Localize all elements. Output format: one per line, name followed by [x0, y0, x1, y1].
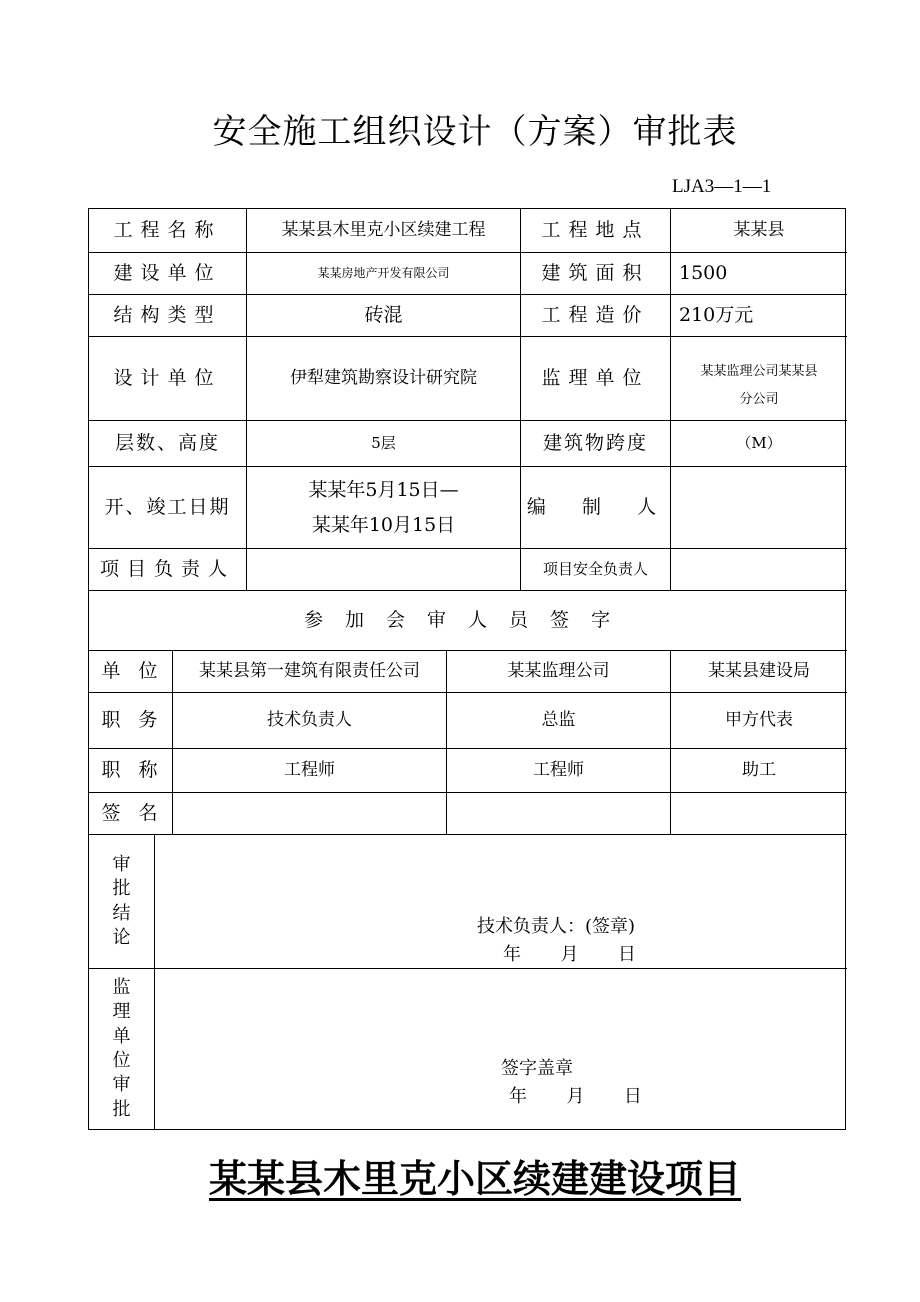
area-value: 1500: [671, 253, 847, 295]
footer-title: [0, 1148, 920, 1203]
review-title-3: 助工: [671, 749, 847, 793]
supervision-char: 审: [112, 1074, 131, 1096]
supervision-char: 批: [112, 1098, 131, 1120]
pm-value[interactable]: [247, 549, 521, 591]
supervision-char: 位: [112, 1050, 131, 1071]
floors-value: 5层: [247, 421, 521, 467]
conclusion-char: 结: [112, 902, 131, 924]
supervision-signer: 签字盖章: [501, 1058, 573, 1079]
designer-label: 设计单位: [89, 337, 247, 421]
review-sign-3[interactable]: [671, 793, 847, 835]
review-unit-2: 某某监理公司: [447, 651, 671, 693]
review-header: 参加会审人员签字: [89, 591, 847, 651]
supervisor-value: [671, 337, 847, 421]
location-label: 工程地点: [521, 209, 671, 253]
supervision-area[interactable]: [155, 969, 847, 1129]
builder-label: 建设单位: [89, 253, 247, 295]
form-title: 安全施工组织设计（方案）审批表: [212, 112, 738, 152]
date-end: 某某年10月15日: [311, 513, 456, 536]
date-start: 某某年5月15日—: [308, 479, 459, 502]
review-title-1: 工程师: [173, 749, 447, 793]
supervisor-line-2: 分公司: [739, 391, 779, 407]
conclusion-char: 论: [112, 926, 131, 948]
structure-value: 砖混: [247, 295, 521, 337]
project-name-value: 某某县木里克小区续建工程: [247, 209, 521, 253]
title-label: 职 称: [89, 749, 173, 793]
dates-value: [247, 467, 521, 549]
location-value: 某某县: [671, 209, 847, 253]
structure-label: 结构类型: [89, 295, 247, 337]
conclusion-area[interactable]: [155, 835, 847, 969]
footer-title-text: 某某县木里克小区续建建设项目: [208, 1156, 741, 1201]
sign-label: 签 名: [89, 793, 173, 835]
supervisor-label: 监理单位: [521, 337, 671, 421]
review-sign-1[interactable]: [173, 793, 447, 835]
review-title-2: 工程师: [447, 749, 671, 793]
supervision-date: 年 月 日: [509, 1086, 642, 1107]
supervisor-line-1: 某某监理公司某某县: [700, 364, 818, 380]
conclusion-char: 批: [112, 878, 131, 900]
conclusion-label: [89, 835, 155, 969]
conclusion-signer: 技术负责人：(签章): [477, 916, 636, 937]
review-duty-3: 甲方代表: [671, 693, 847, 749]
review-duty-2: 总监: [447, 693, 671, 749]
project-name-label: 工程名称: [89, 209, 247, 253]
cost-value: 210万元: [671, 295, 847, 337]
span-label: 建筑物跨度: [521, 421, 671, 467]
area-label: 建筑面积: [521, 253, 671, 295]
pm-label: 项目负责人: [89, 549, 247, 591]
conclusion-char: 审: [112, 853, 131, 875]
floors-label: 层数、高度: [89, 421, 247, 467]
form-code: LJA3—1—1: [672, 176, 772, 197]
compiler-label: 编 制 人: [521, 467, 671, 549]
supervision-char: 单: [112, 1025, 131, 1047]
approval-table: [88, 208, 846, 1130]
review-unit-1: 某某县第一建筑有限责任公司: [173, 651, 447, 693]
supervision-char: 理: [112, 1001, 131, 1023]
conclusion-date: 年 月 日: [503, 944, 636, 965]
safety-pm-value[interactable]: [671, 549, 847, 591]
designer-value: 伊犁建筑勘察设计研究院: [247, 337, 521, 421]
duty-label: 职 务: [89, 693, 173, 749]
unit-label: 单 位: [89, 651, 173, 693]
builder-value: 某某房地产开发有限公司: [247, 253, 521, 295]
safety-pm-label: 项目安全负责人: [521, 549, 671, 591]
supervision-char: 监: [112, 977, 131, 999]
dates-label: 开、竣工日期: [89, 467, 247, 549]
cost-label: 工程造价: [521, 295, 671, 337]
review-sign-2[interactable]: [447, 793, 671, 835]
compiler-value[interactable]: [671, 467, 847, 549]
span-value: （M）: [671, 421, 847, 467]
review-unit-3: 某某县建设局: [671, 651, 847, 693]
review-duty-1: 技术负责人: [173, 693, 447, 749]
supervision-label: [89, 969, 155, 1129]
